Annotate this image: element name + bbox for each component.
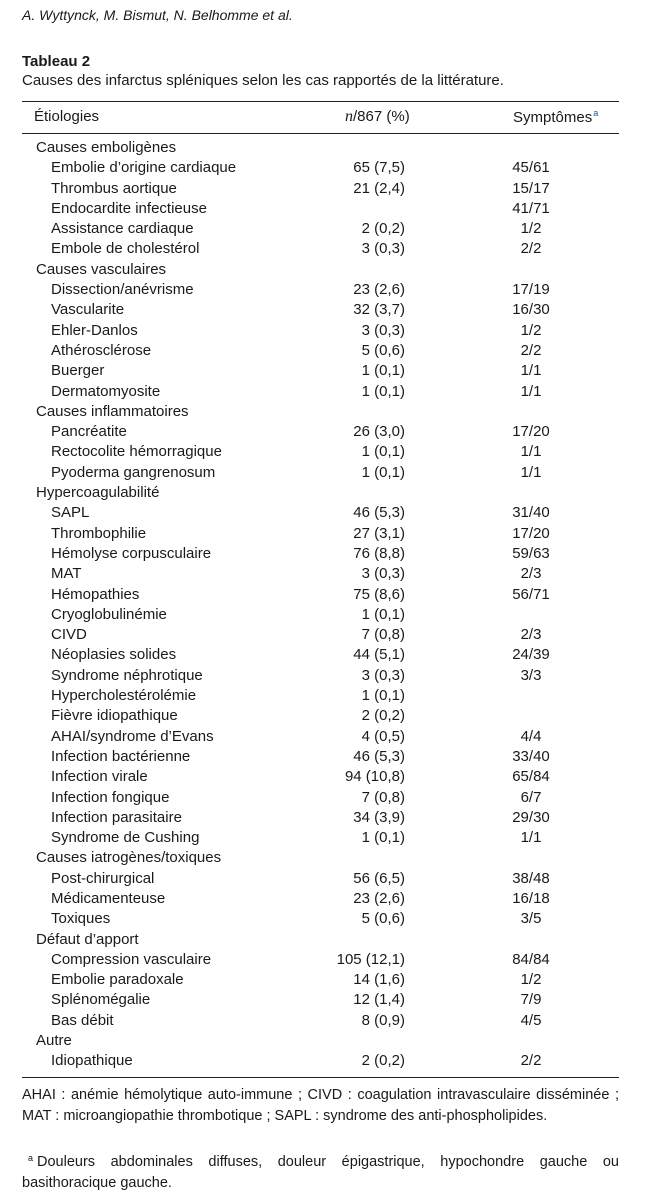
- running-header-authors: A. Wyttynck, M. Bismut, N. Belhomme et al.: [22, 7, 293, 23]
- symptoms-cell: 2/2: [520, 1052, 542, 1070]
- count-cell: 34 (3,9): [353, 808, 405, 826]
- etiology-label: Toxiques: [51, 910, 111, 928]
- symptoms-cell: 1/2: [520, 220, 542, 238]
- count-cell: 3 (0,3): [361, 240, 405, 258]
- table-body: [0, 138, 649, 1072]
- table-row: [0, 544, 649, 564]
- table-group-row: [0, 848, 649, 868]
- symptoms-cell: 24/39: [512, 646, 550, 664]
- symptoms-cell: 65/84: [512, 768, 550, 786]
- table-row: [0, 686, 649, 706]
- count-cell: 1 (0,1): [361, 382, 405, 400]
- etiology-label: Splénomégalie: [51, 991, 151, 1009]
- count-cell: 94 (10,8): [344, 768, 405, 786]
- table-row: [0, 158, 649, 178]
- group-label: Causes iatrogènes/toxiques: [36, 849, 222, 867]
- etiology-label: Rectocolite hémorragique: [51, 443, 222, 461]
- symptoms-cell: 45/61: [512, 159, 550, 177]
- group-label: Causes emboligènes: [36, 139, 177, 156]
- table-top-rule: [22, 101, 619, 102]
- symptoms-cell: 56/71: [512, 585, 550, 603]
- table-row: [0, 382, 649, 402]
- symptoms-cell: 7/9: [520, 991, 542, 1009]
- symptoms-cell: 6/7: [520, 788, 542, 806]
- table-row: [0, 909, 649, 929]
- count-cell: 2 (0,2): [361, 1052, 405, 1070]
- symptoms-cell: 84/84: [512, 950, 550, 968]
- table-row: [0, 564, 649, 584]
- etiology-label: Compression vasculaire: [51, 950, 212, 968]
- etiology-label: SAPL: [51, 504, 90, 522]
- group-label: Causes vasculaires: [36, 260, 167, 278]
- symptoms-header-text: Symptômes: [513, 109, 593, 126]
- count-cell: 5 (0,6): [361, 910, 405, 928]
- table-row: [0, 767, 649, 787]
- symptoms-cell: 4/4: [520, 727, 542, 745]
- count-cell: 3 (0,3): [361, 666, 405, 684]
- table-row: [0, 625, 649, 645]
- count-cell: 76 (8,8): [353, 544, 405, 562]
- abbreviations-footnote: AHAI : anémie hémolytique auto-immune ; CIVD : coagulation intravasculaire disséminée ; MAT : microangiopathie thrombotique ; SAPL : syndrome des anti-phospholipides.: [22, 1087, 619, 1124]
- symptoms-footnote: [22, 1148, 619, 1193]
- count-cell: 56 (6,5): [353, 869, 405, 887]
- symptoms-cell: 33/40: [512, 747, 550, 765]
- table-group-row: [0, 483, 649, 503]
- symptoms-cell: 16/18: [512, 889, 550, 907]
- symptoms-cell: 59/63: [512, 544, 550, 562]
- count-cell: 4 (0,5): [361, 727, 405, 745]
- column-header-symptoms: [513, 108, 598, 126]
- table-row: [0, 503, 649, 523]
- etiology-label: Embole de cholestérol: [51, 240, 200, 258]
- etiology-label: Post-chirurgical: [51, 869, 155, 887]
- count-cell: 3 (0,3): [361, 321, 405, 339]
- symptoms-cell: 31/40: [512, 504, 550, 522]
- etiology-label: Thrombophilie: [51, 524, 147, 542]
- table-row: [0, 706, 649, 726]
- table-row: [0, 179, 649, 199]
- etiology-label: CIVD: [51, 626, 87, 644]
- symptoms-cell: 1/2: [520, 971, 542, 989]
- header-bottom-rule: [22, 133, 619, 134]
- symptoms-cell: 1/2: [520, 321, 542, 339]
- table-row: [0, 463, 649, 483]
- etiology-label: Syndrome de Cushing: [51, 829, 200, 847]
- etiology-label: Ehler-Danlos: [51, 321, 138, 339]
- count-cell: 1 (0,1): [361, 362, 405, 380]
- symptoms-cell: 16/30: [512, 301, 550, 319]
- footnote-marker: a: [593, 108, 599, 118]
- etiology-label: Médicamenteuse: [51, 889, 166, 907]
- etiology-label: Dermatomyosite: [51, 382, 161, 400]
- count-cell: 1 (0,1): [361, 605, 405, 623]
- count-cell: 1 (0,1): [361, 443, 405, 461]
- table-row: [0, 990, 649, 1010]
- etiology-label: Hémolyse corpusculaire: [51, 544, 212, 562]
- count-cell: 23 (2,6): [353, 281, 405, 299]
- table-group-row: [0, 138, 649, 158]
- table-row: [0, 1011, 649, 1031]
- symptoms-cell: 2/2: [520, 240, 542, 258]
- symptoms-cell: 1/1: [520, 463, 542, 481]
- count-cell: 32 (3,7): [353, 301, 405, 319]
- table-group-row: [0, 260, 649, 280]
- symptoms-cell: 38/48: [512, 869, 550, 887]
- table-row: [0, 585, 649, 605]
- etiology-label: Pyoderma gangrenosum: [51, 463, 216, 481]
- table-row: [0, 341, 649, 361]
- symptoms-cell: 15/17: [512, 179, 550, 197]
- table-group-row: [0, 402, 649, 422]
- count-cell: 7 (0,8): [361, 626, 405, 644]
- table-row: [0, 199, 649, 219]
- etiology-label: Cryoglobulinémie: [51, 605, 167, 623]
- symptoms-cell: 2/3: [520, 626, 542, 644]
- symptoms-cell: 17/20: [512, 423, 550, 441]
- table-row: [0, 970, 649, 990]
- count-cell: 1 (0,1): [361, 687, 405, 705]
- table-row: [0, 605, 649, 625]
- symptoms-cell: 3/5: [520, 910, 542, 928]
- count-cell: 26 (3,0): [353, 423, 405, 441]
- count-cell: 44 (5,1): [353, 646, 405, 664]
- etiology-label: Thrombus aortique: [51, 179, 177, 197]
- table-row: [0, 808, 649, 828]
- footnote-marker-a: a: [28, 1153, 34, 1163]
- count-cell: 23 (2,6): [353, 889, 405, 907]
- etiology-label: Endocardite infectieuse: [51, 199, 207, 217]
- count-cell: 14 (1,6): [353, 971, 405, 989]
- etiology-label: Bas débit: [51, 1011, 114, 1029]
- table-group-row: [0, 1031, 649, 1051]
- count-cell: 5 (0,6): [361, 341, 405, 359]
- table-bottom-rule: [22, 1077, 619, 1078]
- table-group-row: [0, 930, 649, 950]
- group-label: Autre: [36, 1032, 72, 1050]
- symptoms-cell: 17/20: [512, 524, 550, 542]
- etiology-label: Athérosclérose: [51, 341, 152, 359]
- count-cell: 2 (0,2): [361, 220, 405, 238]
- count-cell: 105 (12,1): [336, 950, 405, 968]
- etiology-label: Embolie paradoxale: [51, 971, 184, 989]
- table-row: [0, 950, 649, 970]
- etiology-label: Hypercholestérolémie: [51, 687, 197, 705]
- table-row: [0, 524, 649, 544]
- table-row: [0, 1051, 649, 1071]
- etiology-label: Syndrome néphrotique: [51, 666, 203, 684]
- table-row: [0, 645, 649, 665]
- group-label: Causes inflammatoires: [36, 402, 189, 420]
- table-caption-title: Tableau 2: [22, 53, 91, 70]
- symptoms-cell: 2/2: [520, 341, 542, 359]
- etiology-label: Assistance cardiaque: [51, 220, 194, 238]
- n-symbol: n: [345, 108, 353, 125]
- table-row: [0, 239, 649, 259]
- group-label: Hypercoagulabilité: [36, 484, 160, 502]
- etiology-label: Infection fongique: [51, 788, 170, 806]
- etiology-label: Fièvre idiopathique: [51, 707, 178, 725]
- count-cell: 65 (7,5): [353, 159, 405, 177]
- etiology-label: Idiopathique: [51, 1052, 133, 1070]
- table-row: [0, 422, 649, 442]
- etiology-label: Hémopathies: [51, 585, 140, 603]
- count-cell: 21 (2,4): [353, 179, 405, 197]
- count-cell: 2 (0,2): [361, 707, 405, 725]
- count-cell: 1 (0,1): [361, 463, 405, 481]
- table-row: [0, 889, 649, 909]
- table-caption-text: Causes des infarctus spléniques selon les cas rapportés de la littérature.: [22, 72, 504, 89]
- table-row: [0, 869, 649, 889]
- etiology-label: AHAI/syndrome d’Evans: [51, 727, 214, 745]
- table-row: [0, 321, 649, 341]
- table-row: [0, 788, 649, 808]
- etiology-label: Néoplasies solides: [51, 646, 177, 664]
- group-label: Défaut d’apport: [36, 930, 139, 948]
- column-header-count: [345, 108, 410, 126]
- symptoms-cell: 1/1: [520, 382, 542, 400]
- etiology-label: Pancréatite: [51, 423, 127, 441]
- column-header-etiologies: Étiologies: [34, 108, 100, 125]
- symptoms-cell: 41/71: [512, 199, 550, 217]
- table-row: [0, 280, 649, 300]
- symptoms-cell: 17/19: [512, 281, 550, 299]
- symptoms-cell: 2/3: [520, 565, 542, 583]
- etiology-label: Dissection/anévrisme: [51, 281, 194, 299]
- count-cell: 12 (1,4): [353, 991, 405, 1009]
- count-cell: 7 (0,8): [361, 788, 405, 806]
- table-row: [0, 300, 649, 320]
- table-row: [0, 361, 649, 381]
- symptoms-footnote-text: Douleurs abdominales diffuses, douleur épigastrique, hypochondre gauche ou basithoracique gauche.: [22, 1154, 619, 1191]
- etiology-label: MAT: [51, 565, 82, 583]
- table-row: [0, 727, 649, 747]
- symptoms-cell: 1/1: [520, 362, 542, 380]
- count-cell: 46 (5,3): [353, 504, 405, 522]
- etiology-label: Buerger: [51, 362, 105, 380]
- count-cell: 75 (8,6): [353, 585, 405, 603]
- etiology-label: Infection bactérienne: [51, 747, 191, 765]
- symptoms-cell: 4/5: [520, 1011, 542, 1029]
- table-row: [0, 747, 649, 767]
- count-cell: 3 (0,3): [361, 565, 405, 583]
- table-row: [0, 666, 649, 686]
- table-row: [0, 219, 649, 239]
- symptoms-cell: 29/30: [512, 808, 550, 826]
- table-row: [0, 828, 649, 848]
- symptoms-cell: 1/1: [520, 829, 542, 847]
- count-cell: 8 (0,9): [361, 1011, 405, 1029]
- count-cell: 46 (5,3): [353, 747, 405, 765]
- symptoms-cell: 3/3: [520, 666, 542, 684]
- count-header-text: /867 (%): [353, 108, 410, 125]
- etiology-label: Infection virale: [51, 768, 148, 786]
- table-row: [0, 442, 649, 462]
- etiology-label: Embolie d’origine cardiaque: [51, 159, 237, 177]
- count-cell: 1 (0,1): [361, 829, 405, 847]
- etiology-label: Vascularite: [51, 301, 125, 319]
- symptoms-cell: 1/1: [520, 443, 542, 461]
- count-cell: 27 (3,1): [353, 524, 405, 542]
- etiology-label: Infection parasitaire: [51, 808, 182, 826]
